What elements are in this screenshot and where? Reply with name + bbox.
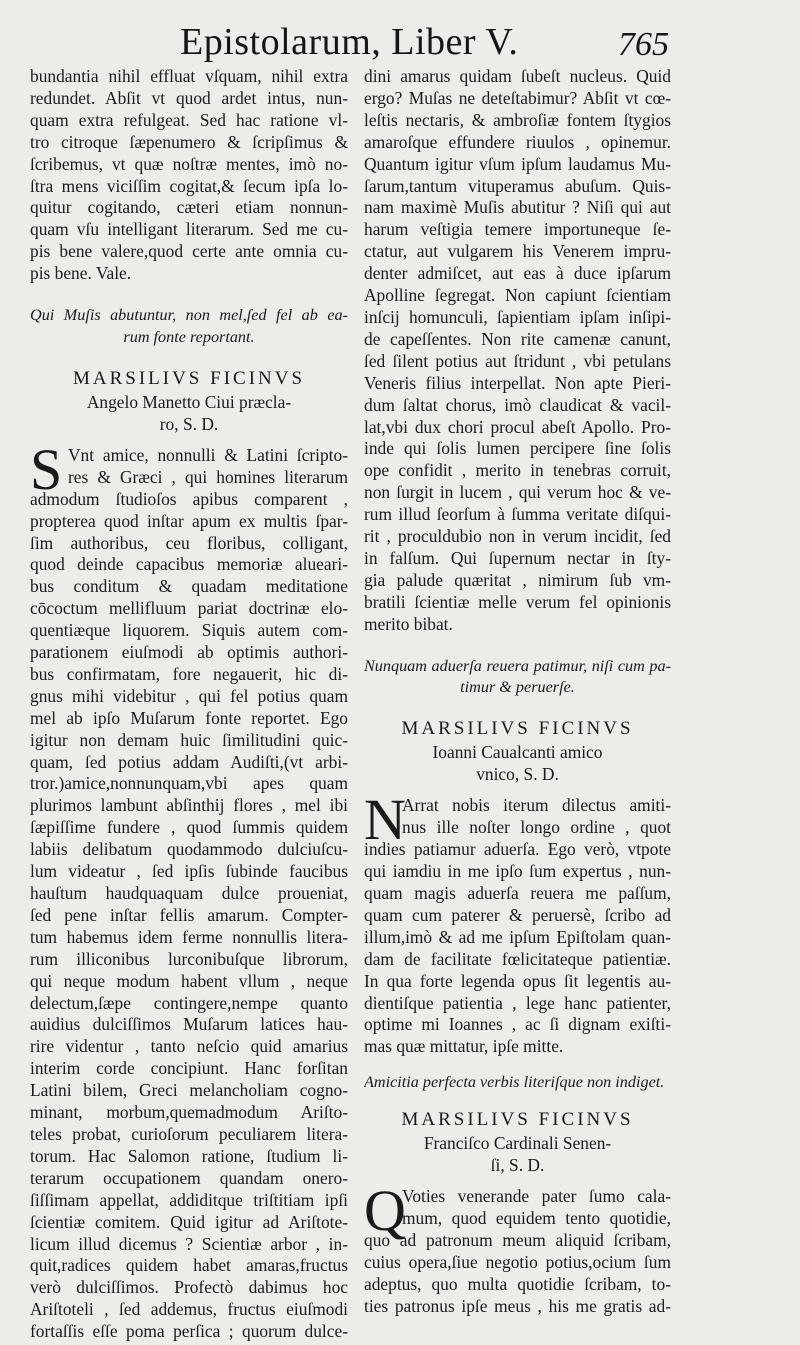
text-line: Ariſtoteli , ſed addemus, fructus eiuſmodi xyxy=(30,1299,348,1320)
text-line: inde qui ſolis lumen percipere ſine ſolis xyxy=(364,438,671,459)
address-line: Angelo Manetto Ciui præcla- xyxy=(86,391,292,412)
text-line: indies patiamur aduerſa. Ego verò, vtpote xyxy=(364,839,671,860)
letter-body xyxy=(30,436,348,1343)
text-line: mas quæ mittatur, ipſe mitte. xyxy=(364,1036,564,1057)
text-line: illum,imò & ad me ipſum Epiſtolam quan- xyxy=(364,926,671,947)
text-line: bratili ſcientiæ melle verum fel opinionis xyxy=(364,591,671,612)
right-column xyxy=(364,66,671,1318)
letter-address xyxy=(364,741,671,785)
text-line: quod deinde capacibus memoriæ alueari- xyxy=(30,554,348,575)
letter-body xyxy=(364,787,671,1058)
text-line: nus ille noſter longo ordine , quot xyxy=(402,817,671,838)
text-line: ergo? Muſas ne deteſtabimur? Abſit vt cœ- xyxy=(364,87,671,108)
letter-argument xyxy=(364,656,671,700)
text-line: rum illud ſeorſum à ſumma veritate diſqui- xyxy=(364,504,671,525)
text-line: quam magis aduerſa reuera me paſſum, xyxy=(364,883,671,903)
text-line: tum habemus idem ferme nonnullis litera- xyxy=(30,926,348,947)
text-line: ſcribemus, vt quæ noſtræ mentes, imò no- xyxy=(30,153,348,174)
left-column xyxy=(30,66,348,1343)
text-line: admodum ſtudioſos apibus comparent , xyxy=(30,488,348,509)
text-line: terarum occupationem quandam onero- xyxy=(30,1167,348,1188)
text-line: pis bene. Vale. xyxy=(30,263,132,284)
text-line: dientiſque patientia , lege hanc patienter, xyxy=(364,992,671,1013)
text-line: rire videntur , tanto neſcio quid amarius xyxy=(30,1036,348,1057)
text-line: rit , proculdubio non in verum incidit, ſed xyxy=(364,526,671,547)
text-line: optime mi Ioannes , ac ſi dignam exiſti- xyxy=(364,1014,671,1035)
text-line: quitur cogitando, cæteri etiam nonnun- xyxy=(30,197,348,218)
letter-heading: MARSILIVS FICINVS xyxy=(72,367,306,389)
text-line: fortaſſis eſſe poma perſica ; quorum dulce- xyxy=(30,1321,348,1342)
letter-continuation xyxy=(30,66,348,285)
drop-capital: N xyxy=(364,787,406,853)
text-line: denter admiſcet, aut eas à duce ipſarum xyxy=(364,263,671,284)
text-line: leſtis nectaris, & ambroſiæ fontem ſtygios xyxy=(364,109,671,130)
text-line: Veneris filius interpellat. Non apte Pieri- xyxy=(364,372,671,393)
text-line: licum illud dicemus ? Scientiæ arbor , in- xyxy=(30,1233,348,1254)
text-line: gnus mihi videbitur , qui fel potius quam xyxy=(30,685,348,706)
argument-line: Qui Muſis abutuntur, non mel,ſed fel ab ea- xyxy=(30,306,348,325)
text-line: auidius dulciſſimos Muſarum latices hau- xyxy=(30,1014,348,1035)
text-line: minant, morbum,quemadmodum Ariſto- xyxy=(30,1102,348,1123)
text-line: res & Græci , qui homines literarum xyxy=(68,466,348,487)
text-line: ſed ſilent potius aut ſtridunt , vbi petulans xyxy=(364,350,671,371)
argument-line: Amicitia perfecta verbis literiſque non indiget. xyxy=(364,1073,665,1092)
text-line: bus confirmatam, fore negauerit, hic di- xyxy=(30,663,348,684)
text-line: rum illiconibus lurconibuſque librorum, xyxy=(30,948,348,969)
text-line: ctatur, aut vulgarem his Venerem impru- xyxy=(364,241,671,262)
text-line: mum, quod equidem tento quotidie, xyxy=(402,1208,671,1229)
text-line: Latini bilem, Greci melancholiam cogno- xyxy=(30,1080,348,1101)
text-line: ſim authoribus, ceu floribus, colligant, xyxy=(30,532,348,553)
text-line: quentiæque liquorem. Siquis autem com- xyxy=(30,620,348,641)
text-line: redundet. Abſit vt quod ardet intus, nun- xyxy=(30,87,348,108)
text-line: ſtra mens viciſſim cogitat,& ſecum ipſa lo- xyxy=(30,175,348,196)
address-line: Ioanni Caualcanti amico xyxy=(432,742,603,763)
text-line: Apolline ſegregat. Non capiunt ſcientiam xyxy=(364,285,671,306)
letter-heading: MARSILIVS FICINVS xyxy=(401,718,634,740)
text-line: pis bene valere,quod certe ante omnia cu- xyxy=(30,241,348,262)
text-line: ope confidit , merito in tenebras corruit, xyxy=(364,460,671,481)
text-line: ſarum,tantum vituperamus abuſum. Quis- xyxy=(364,175,671,196)
text-line: Quantum igitur vſum ipſum laudamus Mu- xyxy=(364,153,671,174)
text-line: propterea quod inſtar apum ex multis ſpar- xyxy=(30,510,348,531)
text-line: hauſtum haudquaquam dulce proueniat, xyxy=(30,883,348,903)
text-line: dum ſaltat chorus, imò claudicat & vacil- xyxy=(364,394,671,415)
letter-argument xyxy=(30,305,348,349)
text-line: lum videatur , ſed ipſis ſubinde faucibus xyxy=(30,861,348,882)
text-line: quo ad patronum meum aliquid ſcribam, xyxy=(364,1229,671,1250)
text-line: merito bibat. xyxy=(364,613,453,634)
text-line: igitur non demam huic ſimilitudini quic- xyxy=(30,729,348,750)
text-line: In qua forte legenda opus ſit legentis au- xyxy=(364,970,671,991)
address-line: ro, S. D. xyxy=(159,413,219,434)
text-line: plurimos lambunt abſinthij flores , mel ibi xyxy=(30,795,348,816)
letter-address xyxy=(364,1132,671,1176)
text-line: amaroſque effundere riuulos , opinemur. xyxy=(364,131,671,152)
text-line: lat,vbi dux chori procul abeſt Apollo. Pro- xyxy=(364,416,671,437)
text-line: ſcientiæ comitem. Quid igitur ad Ariſtote- xyxy=(30,1211,348,1232)
drop-capital: S xyxy=(30,436,63,502)
text-line: bundantia nihil effluat vſquam, nihil extra xyxy=(30,66,348,86)
text-line: qui iamdiu in me ipſo ſum expertus , nun- xyxy=(364,861,671,882)
text-line: tro citroque ſæpenumero & ſcripſimus & xyxy=(30,131,348,152)
text-line: dam de facilitate fœlicitateque patientiæ. xyxy=(364,948,671,969)
text-line: ſæpiſſime fundere , quod ſummis quidem xyxy=(30,817,348,838)
letter-continuation xyxy=(364,66,671,636)
text-line: harum veſtigia temere importuneque ſe- xyxy=(364,219,671,240)
text-line: quam, ſed potius addam Audiſti,(vt arbi- xyxy=(30,751,348,772)
text-line: qui neque modum habent vllum , neque xyxy=(30,970,348,991)
running-title: Epistolarum, Liber V. xyxy=(180,21,519,63)
text-line: quam vſu intelligant literarum. Sed me cu- xyxy=(30,219,348,240)
drop-capital: Q xyxy=(364,1178,406,1244)
text-line: ſiſſimam appellat, addiditque triſtitiam ipſi xyxy=(30,1189,348,1210)
text-line: dini amarus quidam ſubeſt nucleus. Quid xyxy=(364,66,671,86)
text-line: cōcoctum mellifluum pariat doctrinæ elo- xyxy=(30,598,348,619)
argument-line: rum fonte reportant. xyxy=(123,327,255,346)
letter-address xyxy=(30,391,348,435)
letter-body xyxy=(364,1178,671,1317)
text-line: quit,radices quidem habet amaras,fructus xyxy=(30,1255,348,1276)
text-line: mel ab ipſo Muſarum fonte reportet. Ego xyxy=(30,707,348,728)
letter-argument xyxy=(364,1072,671,1094)
text-line: parationem eiuſmodi ab optimis authori- xyxy=(30,642,348,663)
text-line: nam maximè Muſis abutitur ? Niſi qui aut xyxy=(364,197,671,218)
text-line: adeptus, quo multa quotidie ſcribam, to- xyxy=(364,1273,671,1294)
text-line: quam cum paterer & peruersè, ſcribo ad xyxy=(364,904,671,925)
text-line: ſed pene inſtar fellis amarum. Compter- xyxy=(30,904,348,925)
text-line: quam extra refulgeat. Sed hac ratione vl- xyxy=(30,109,348,130)
address-line: Franciſco Cardinali Senen- xyxy=(423,1133,612,1154)
letter-heading: MARSILIVS FICINVS xyxy=(401,1109,634,1131)
text-line: Arrat nobis iterum dilectus amiti- xyxy=(402,795,671,816)
address-line: ſi, S. D. xyxy=(490,1155,545,1176)
text-line: ties patronus ipſe meus , his me gratis ad- xyxy=(364,1295,671,1316)
text-line: non ſurgit in lucem , qui verum hoc & ve- xyxy=(364,482,671,503)
text-line: gia palude quæritat , nimirum ſub vm- xyxy=(364,569,671,590)
argument-line: timur & peruerſe. xyxy=(460,678,575,697)
text-line: delectum,ſæpe contingere,nempe quanto xyxy=(30,992,348,1013)
text-line: verò dulciſſimos. Profectò dabimus hoc xyxy=(30,1277,348,1298)
text-line: tror.)amice,nonnunquam,vbi apes quam xyxy=(30,773,348,794)
page-number: 765 xyxy=(618,26,669,63)
text-line: Vnt amice, nonnulli & Latini ſcripto- xyxy=(68,444,348,465)
text-line: Voties venerande pater ſumo cala- xyxy=(402,1186,671,1207)
text-line: de capeſſentes. Non rite camenæ canunt, xyxy=(364,328,671,349)
text-line: bus conditum & quadam meditatione xyxy=(30,576,348,597)
text-line: inſcij homunculi, ſapientiam ipſam inſipi- xyxy=(364,306,671,327)
text-line: labiis delibatum quodammodo dulciuſcu- xyxy=(30,839,348,860)
text-line: in falſum. Qui ſupernum nectar in ſty- xyxy=(364,547,671,568)
argument-line: Nunquam aduerſa reuera patimur, niſi cum pa- xyxy=(364,656,671,675)
text-line: teles probat, curioſorum peculiarem litera- xyxy=(30,1123,348,1144)
text-line: torum. Hac Salomon ratione, ſtudium li- xyxy=(30,1145,348,1166)
text-line: interim corde concipiunt. Hanc forſitan xyxy=(30,1058,348,1079)
text-line: cuius opera,ſiue negotio potius,ocium ſum xyxy=(364,1251,671,1272)
page-header xyxy=(0,14,800,74)
address-line: vnico, S. D. xyxy=(476,764,559,785)
